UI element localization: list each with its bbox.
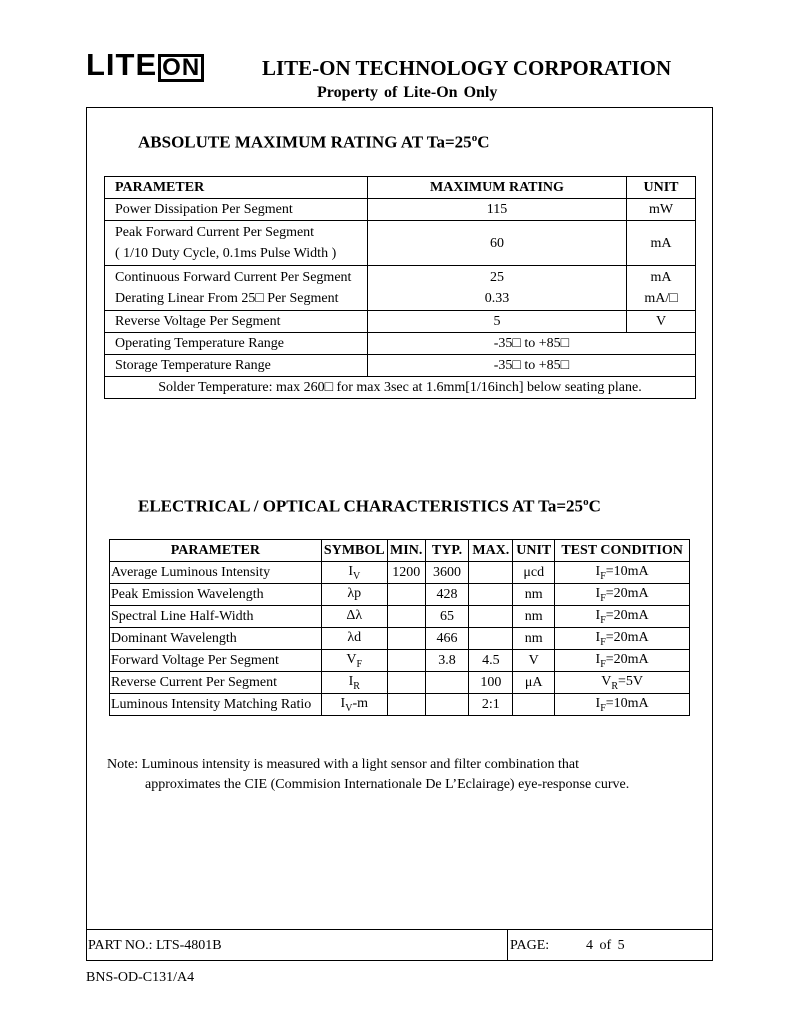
table-row	[105, 377, 696, 399]
table-row: Peak Emission Wavelength λp 428 nm $I_F=20mA$	[110, 584, 690, 606]
logo-text: LITE	[86, 47, 158, 82]
part-number: PART NO.: LTS-4801B	[88, 938, 222, 953]
logo-boxed-text: ON	[158, 54, 204, 82]
table-row: Peak Forward Current Per Segment ( 1/10 Duty Cycle, 0.1ms Pulse Width ) 60 mA	[105, 221, 696, 266]
table-row: Dominant Wavelength λd 466 nm $I_F=20mA$	[110, 628, 690, 650]
header-parameter: PARAMETER	[105, 177, 368, 199]
solder-note: Solder Temperature: max 260□ for max 3sec at 1.6mm[1/16inch] below seating plane.	[105, 377, 696, 399]
company-name: LITE-ON TECHNOLOGY CORPORATION	[262, 56, 672, 80]
abs-max-table	[104, 176, 696, 399]
property-notice: Property of Lite-On Only	[317, 84, 498, 101]
footer-bar	[86, 929, 713, 961]
table-row: Forward Voltage Per Segment $V_F$ 3.8 4.5 V $I_F=20mA$	[110, 650, 690, 672]
table-row: Reverse Current Per Segment $I_R$ 100 μA $V_R=5V$	[110, 672, 690, 694]
table-row: Average Luminous Intensity $I_V$ 1200 3600 μcd $I_F=10mA$	[110, 562, 690, 584]
footer-divider	[507, 930, 508, 961]
electrical-table	[109, 539, 690, 716]
liteon-logo	[86, 47, 204, 82]
table-header-row	[105, 177, 696, 199]
page-number: 4 of 5	[586, 938, 625, 953]
table-row: Luminous Intensity Matching Ratio $I_V-m$ 2:1 $I_F=10mA$	[110, 694, 690, 716]
abs-max-heading: ABSOLUTE MAXIMUM RATING AT $Ta=25^oC$	[138, 132, 490, 152]
header-unit: UNIT	[627, 177, 696, 199]
table-row: Continuous Forward Current Per Segment Derating Linear From 25□ Per Segment 25 0.33 mA mA/□	[105, 266, 696, 311]
table-row: Operating Temperature Range -35□ to +85□	[105, 333, 696, 355]
table-row: Power Dissipation Per Segment 115 mW	[105, 199, 696, 221]
table-row: Storage Temperature Range -35□ to +85□	[105, 355, 696, 377]
table-row: Spectral Line Half-Width Δλ 65 nm $I_F=20mA$	[110, 606, 690, 628]
header-max-rating: MAXIMUM RATING	[367, 177, 626, 199]
table-row: Reverse Voltage Per Segment 5 V	[105, 311, 696, 333]
electrical-heading: ELECTRICAL / OPTICAL CHARACTERISTICS AT $Ta=25^oC$	[138, 496, 601, 516]
table-header-row: PARAMETER SYMBOL MIN. TYP. MAX. UNIT TEST CONDITION	[110, 540, 690, 562]
page-label: PAGE:	[510, 938, 550, 953]
document-code: BNS-OD-C131/A4	[86, 970, 195, 985]
measurement-note: Note: Luminous intensity is measured with a light sensor and filter combination that approximates the CIE (Commision Internationale De L’Eclairage) eye-response curve.	[107, 757, 630, 792]
